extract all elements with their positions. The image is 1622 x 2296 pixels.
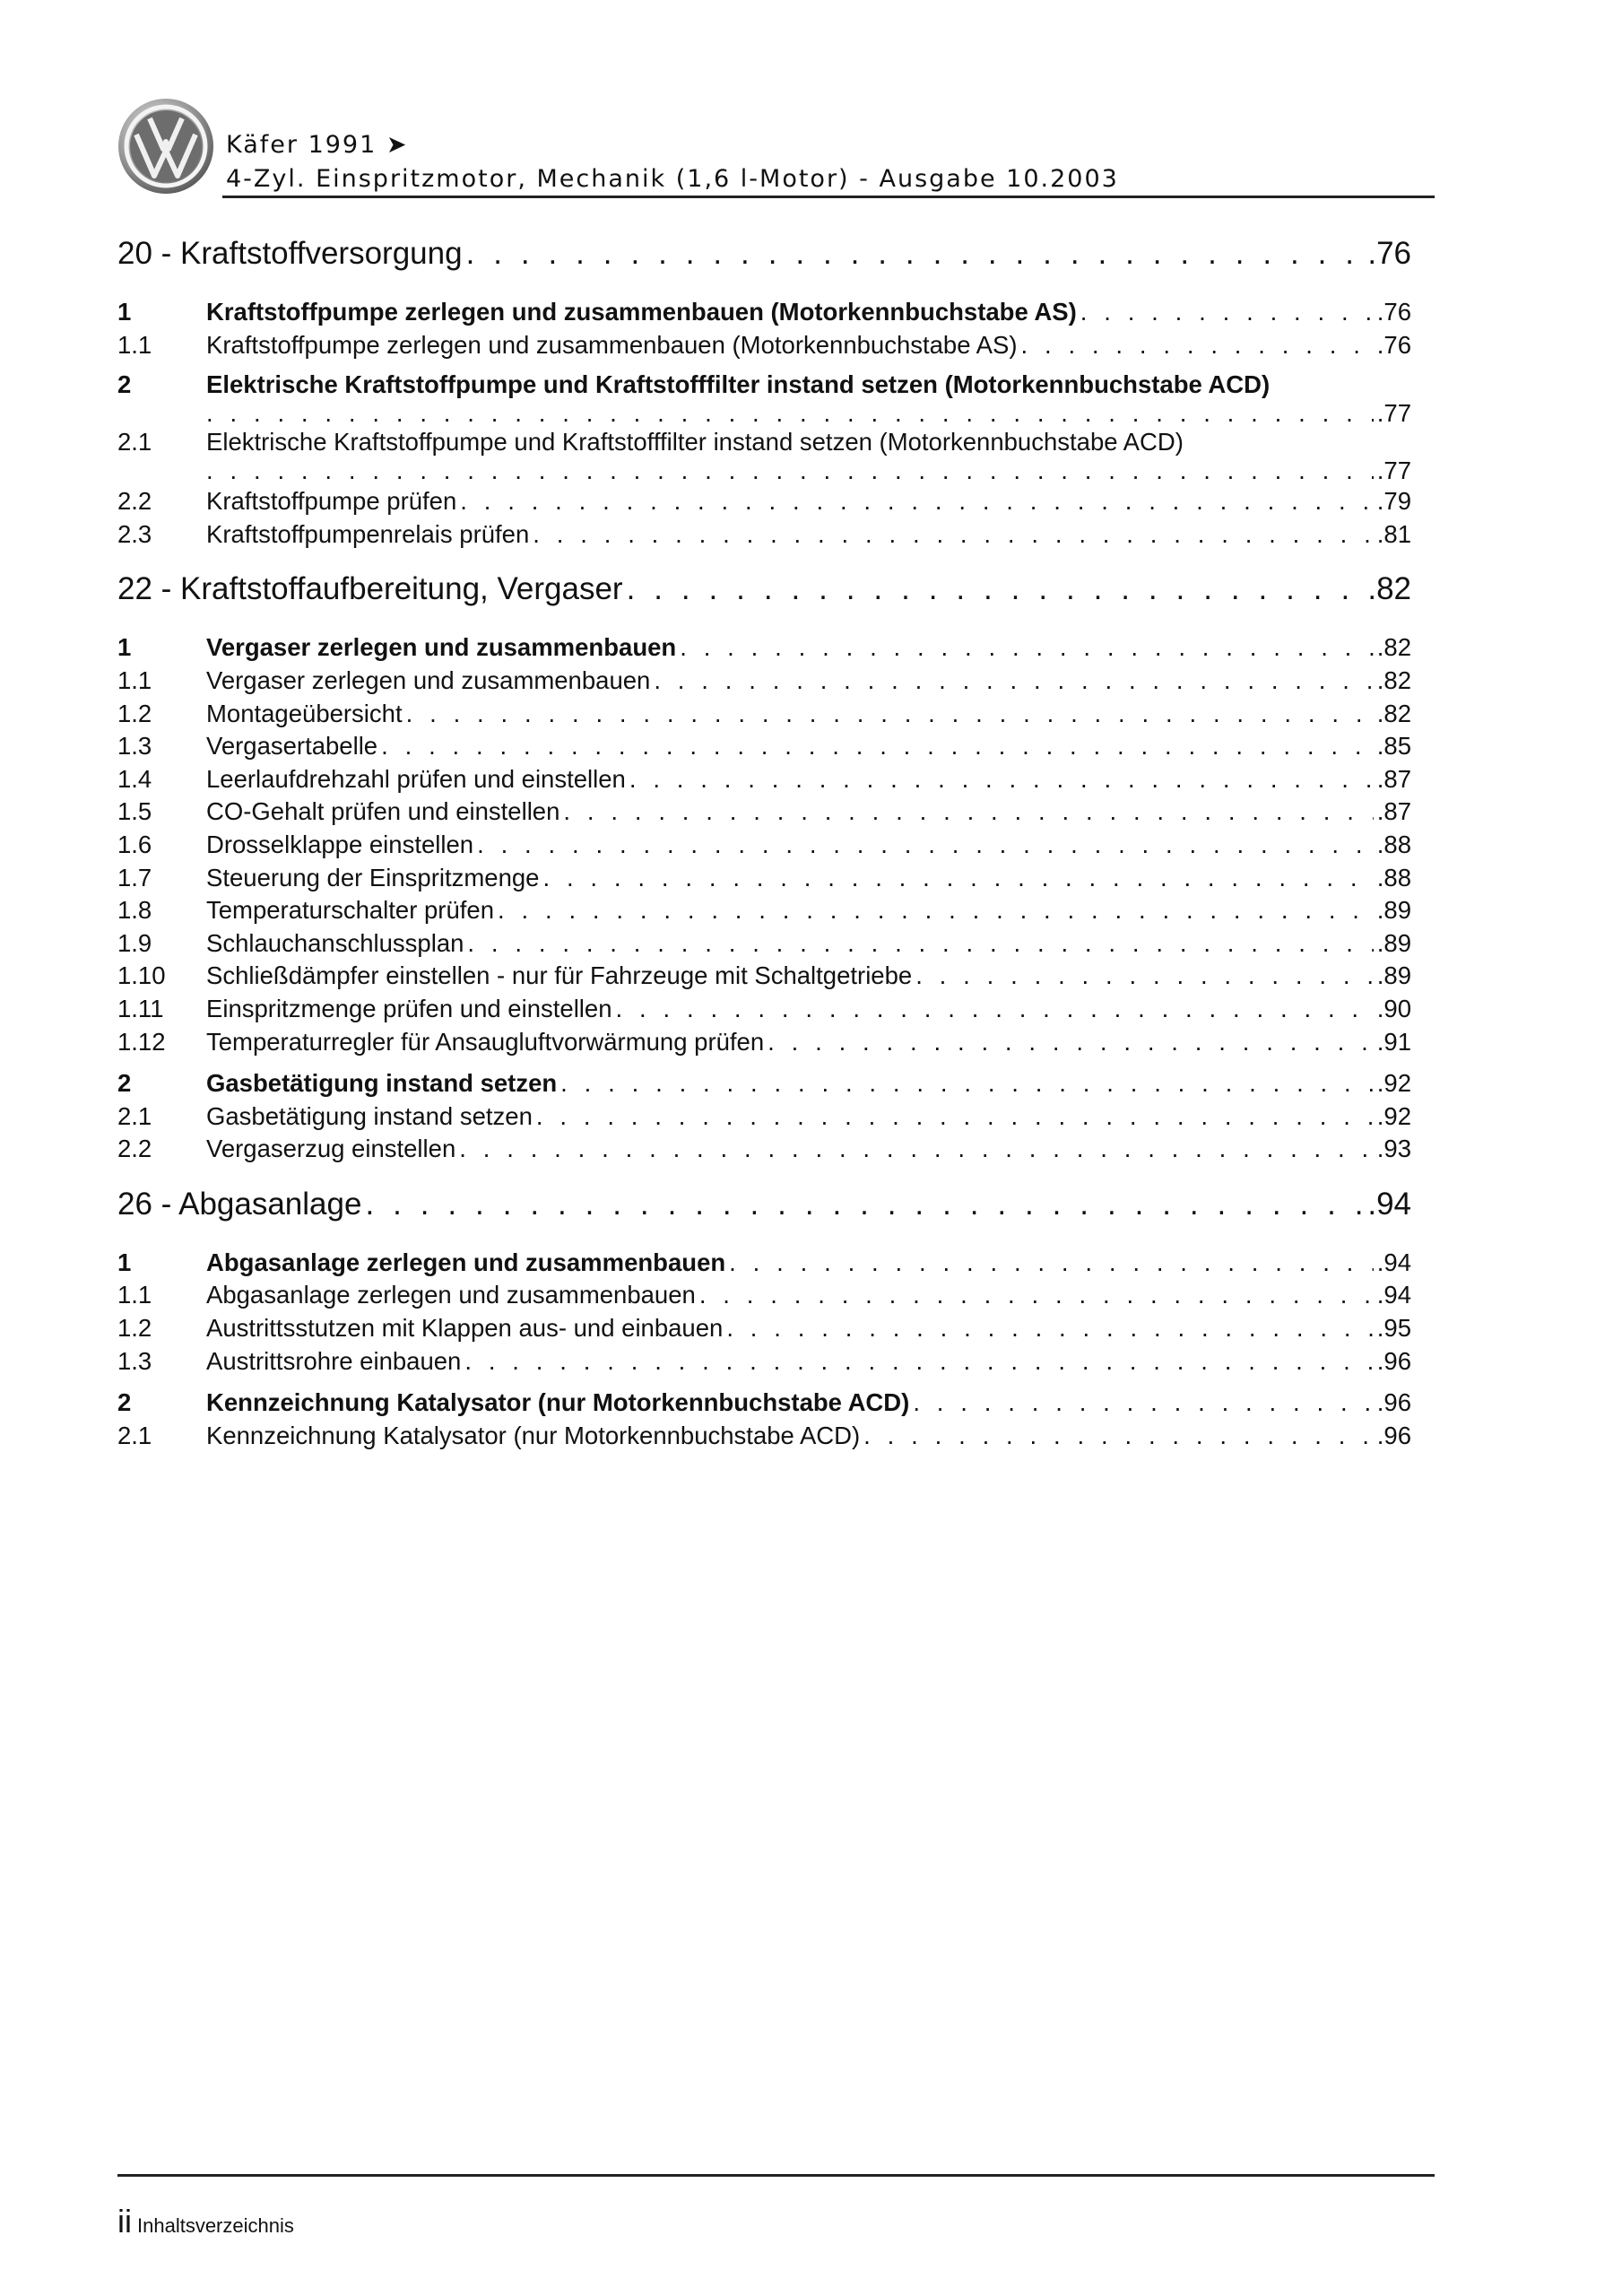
entry-title: Austrittsrohre einbauen [206, 1346, 462, 1375]
toc-entry[interactable] [117, 485, 1411, 518]
entry-number: 1.7 [117, 863, 152, 891]
entry-number: 1.3 [117, 732, 152, 761]
entry-number: 1.2 [117, 1314, 152, 1343]
entry-title: Schlauchanschlussplan [206, 928, 464, 957]
toc-entry[interactable] [117, 665, 1411, 698]
entry-number: 1.6 [117, 830, 152, 858]
entry-title: Vergaser zerlegen und zusammenbauen [206, 665, 651, 694]
toc-entry[interactable] [117, 518, 1411, 552]
chapter-page: .76 [1367, 236, 1411, 271]
footer-rule [117, 2174, 1435, 2177]
entry-title: Einspritzmenge prüfen und einstellen [206, 994, 612, 1022]
toc-entry[interactable] [117, 894, 1411, 927]
entry-page: .76 [1376, 298, 1411, 326]
chapter-page: .94 [1367, 1186, 1411, 1222]
entry-title: Gasbetätigung instand setzen [206, 1069, 558, 1098]
entry-title: Vergasertabelle [206, 732, 378, 761]
toc-entry[interactable] [117, 763, 1411, 796]
entry-page: .90 [1376, 994, 1411, 1022]
toc-entry[interactable] [117, 730, 1411, 763]
chapter-page: .82 [1367, 571, 1411, 607]
entry-number: 1.10 [117, 961, 166, 990]
toc-entry[interactable] [117, 1100, 1411, 1134]
vw-logo-icon [117, 97, 215, 196]
entry-number: 2.1 [117, 428, 152, 457]
entry-page: .95 [1376, 1314, 1411, 1343]
entry-page: .82 [1376, 665, 1411, 694]
entry-title: Austrittsstutzen mit Klappen aus- und einbauen [206, 1314, 724, 1343]
entry-page: .81 [1376, 519, 1411, 548]
entry-page: .93 [1376, 1135, 1411, 1163]
entry-title: Elektrische Kraftstoffpumpe und Kraftstofffilter instand setzen (Motorkennbuchstabe ACD) [206, 428, 1184, 457]
entry-page: .94 [1376, 1248, 1411, 1276]
toc-entry[interactable] [117, 862, 1411, 895]
toc-entry[interactable] [117, 1345, 1411, 1378]
entry-page: .92 [1376, 1069, 1411, 1098]
document-subtitle: 4-Zyl. Einspritzmotor, Mechanik (1,6 l-Motor) - Ausgabe 10.2003 [226, 165, 1119, 193]
toc-entry[interactable] [117, 370, 1411, 428]
entry-page: .76 [1376, 330, 1411, 359]
toc-entry[interactable] [117, 329, 1411, 362]
entry-page: .87 [1376, 764, 1411, 793]
toc-chapter-26[interactable] [117, 1186, 1411, 1247]
entry-number: 1 [117, 633, 132, 662]
entry-title: Vergaserzug einstellen [206, 1135, 456, 1163]
entry-number: 1.1 [117, 665, 152, 694]
toc-entry[interactable] [117, 1312, 1411, 1345]
entry-number: 1.4 [117, 764, 152, 793]
entry-title: CO-Gehalt prüfen und einstellen [206, 797, 560, 826]
toc-entry[interactable] [117, 927, 1411, 961]
entry-page: .91 [1376, 1027, 1411, 1056]
toc-entry[interactable] [117, 296, 1411, 329]
entry-title: Kraftstoffpumpe zerlegen und zusammenbauen (Motorkennbuchstabe AS) [206, 298, 1077, 326]
entry-number: 1.2 [117, 699, 152, 727]
entry-title: Temperaturregler für Ansaugluftvorwärmung prüfen [206, 1027, 765, 1056]
entry-page: .88 [1376, 863, 1411, 891]
entry-number: 1 [117, 1248, 132, 1276]
toc-entry[interactable] [117, 960, 1411, 993]
chapter-title: 26 - Abgasanlage [117, 1186, 362, 1222]
entry-page: .82 [1376, 699, 1411, 727]
entry-title: Kraftstoffpumpe prüfen [206, 487, 457, 516]
table-of-contents [117, 235, 1411, 1452]
entry-page: .89 [1376, 961, 1411, 990]
entry-title: Kennzeichnung Katalysator (nur Motorkennbuchstabe ACD) [206, 1421, 861, 1449]
toc-entry[interactable] [117, 428, 1411, 485]
entry-title: Kraftstoffpumpenrelais prüfen [206, 519, 530, 548]
entry-number: 1.8 [117, 896, 152, 925]
entry-title: Vergaser zerlegen und zusammenbauen [206, 633, 677, 662]
entry-number: 1.9 [117, 928, 152, 957]
entry-number: 1.5 [117, 797, 152, 826]
footer-label: Inhaltsverzeichnis [137, 2214, 294, 2237]
entry-number: 2 [117, 1388, 132, 1417]
entry-page: .77 [1376, 399, 1411, 428]
entry-title: Kennzeichnung Katalysator (nur Motorkennbuchstabe ACD) [206, 1388, 910, 1417]
entry-page: .88 [1376, 830, 1411, 858]
header-rule [222, 196, 1435, 198]
entry-number: 2 [117, 370, 132, 399]
entry-number: 2.1 [117, 1421, 152, 1449]
toc-chapter-20[interactable] [117, 235, 1411, 296]
entry-title: Montageübersicht [206, 699, 403, 727]
entry-title: Steuerung der Einspritzmenge [206, 863, 540, 891]
entry-number: 2 [117, 1069, 132, 1098]
entry-number: 1.11 [117, 994, 164, 1022]
toc-entry[interactable] [117, 1387, 1411, 1420]
entry-page: .82 [1376, 633, 1411, 662]
entry-page: .92 [1376, 1101, 1411, 1130]
entry-number: 1.12 [117, 1027, 166, 1056]
entry-title: Abgasanlage zerlegen und zusammenbauen [206, 1248, 726, 1276]
toc-entry[interactable] [117, 1067, 1411, 1100]
entry-page: .77 [1376, 457, 1411, 485]
toc-entry[interactable] [117, 1133, 1411, 1166]
entry-number: 2.2 [117, 487, 152, 516]
document-title: Käfer 1991 ➤ [226, 131, 409, 159]
entry-title: Leerlaufdrehzahl prüfen und einstellen [206, 764, 626, 793]
toc-entry[interactable] [117, 829, 1411, 862]
entry-page: .79 [1376, 487, 1411, 516]
entry-number: 2.1 [117, 1101, 152, 1130]
toc-entry[interactable] [117, 698, 1411, 731]
entry-page: .96 [1376, 1388, 1411, 1417]
toc-entry[interactable] [117, 631, 1411, 665]
page-number: ii [117, 2203, 132, 2239]
entry-number: 2.2 [117, 1135, 152, 1163]
toc-entry[interactable] [117, 796, 1411, 829]
entry-page: .89 [1376, 928, 1411, 957]
entry-number: 1.1 [117, 330, 152, 359]
entry-number: 1.3 [117, 1346, 152, 1375]
toc-entry[interactable] [117, 1247, 1411, 1280]
entry-page: .94 [1376, 1281, 1411, 1309]
toc-entry[interactable] [117, 993, 1411, 1026]
page-footer [117, 2203, 294, 2240]
entry-page: .96 [1376, 1421, 1411, 1449]
entry-title: Drosselklappe einstellen [206, 830, 474, 858]
entry-title: Kraftstoffpumpe zerlegen und zusammenbauen (Motorkennbuchstabe AS) [206, 330, 1018, 359]
entry-title: Schließdämpfer einstellen - nur für Fahrzeuge mit Schaltgetriebe [206, 961, 913, 990]
entry-number: 1 [117, 298, 132, 326]
toc-entry[interactable] [117, 1026, 1411, 1059]
entry-page: .85 [1376, 732, 1411, 761]
entry-number: 1.1 [117, 1281, 152, 1309]
entry-title: Abgasanlage zerlegen und zusammenbauen [206, 1281, 696, 1309]
toc-chapter-22[interactable] [117, 570, 1411, 631]
chapter-title: 22 - Kraftstoffaufbereitung, Vergaser [117, 571, 623, 607]
toc-entry[interactable] [117, 1279, 1411, 1312]
entry-title: Temperaturschalter prüfen [206, 896, 494, 925]
entry-page: .89 [1376, 896, 1411, 925]
entry-page: .87 [1376, 797, 1411, 826]
entry-number: 2.3 [117, 519, 152, 548]
entry-title: Gasbetätigung instand setzen [206, 1101, 533, 1130]
toc-entry[interactable] [117, 1420, 1411, 1453]
entry-page: .96 [1376, 1346, 1411, 1375]
chapter-title: 20 - Kraftstoffversorgung [117, 236, 463, 271]
entry-title: Elektrische Kraftstoffpumpe und Kraftstofffilter instand setzen (Motorkennbuchstabe ACD) [206, 370, 1271, 399]
